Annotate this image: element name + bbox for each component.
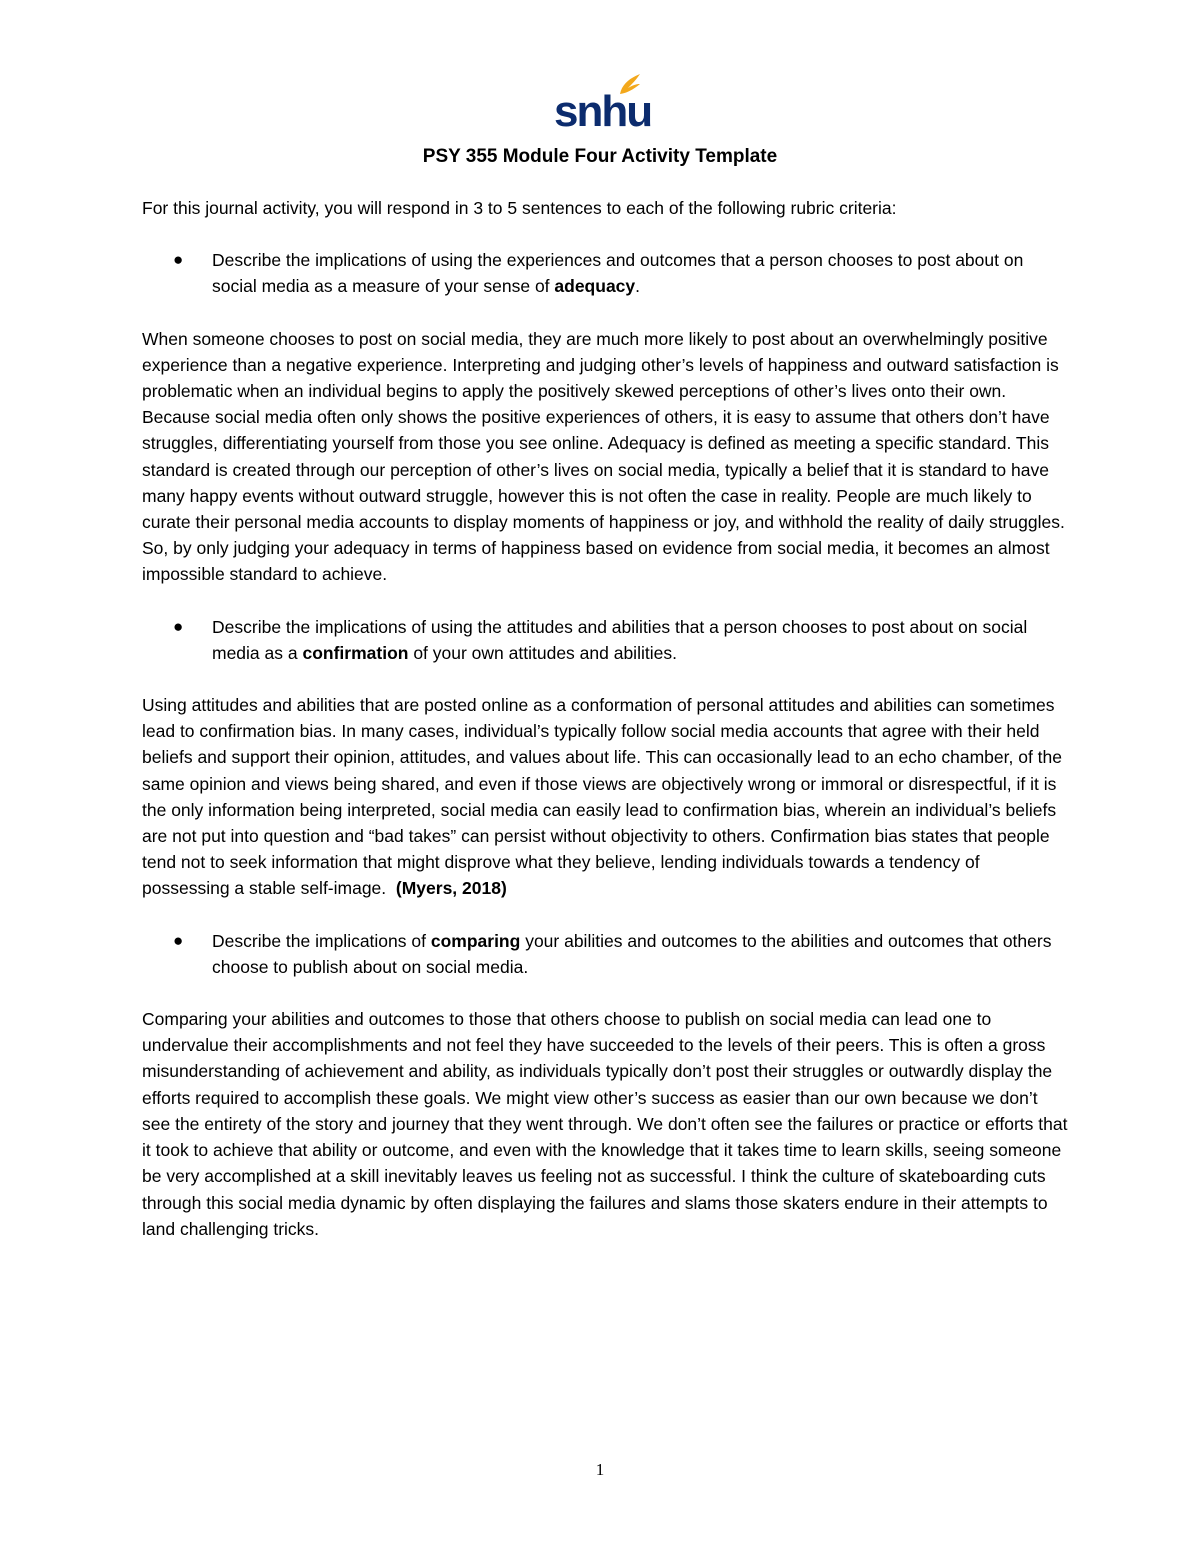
answer-text: Using attitudes and abilities that are posted online as a conformation of personal attitudes and abilities can sometimes lead to confirmation bias. In many cases, individual’s typically follow social media accounts that agree with their held beliefs and support their opinion, attitudes, and values about life. This can occasionally lead to an echo chamber, of the same opinion and views being shared, and even if those views are objectively wrong or immoral or disrespectful, if it is the only information being interpreted, social media can easily lead to confirmation bias, wherein an individual’s beliefs are not put into question and “bad takes” can persist without objectivity to others. Confirmation bias states that people tend not to seek information that might disprove what they believe, lending individuals towards a tendency of possessing a stable self-image. — [142, 695, 1062, 899]
rubric-bullet-2 — [142, 614, 1068, 666]
bullet-dot: ● — [173, 616, 184, 636]
bullet-text-end: . — [635, 276, 641, 297]
bullet-bold: confirmation — [302, 642, 409, 663]
page-number: 1 — [595, 1460, 605, 1479]
bullet-dot: ● — [173, 250, 184, 270]
answer-paragraph-2 — [142, 692, 1068, 902]
bullet-text-end: of your own attitudes and abilities. — [408, 642, 677, 663]
logo-text: snhu — [554, 87, 652, 136]
snhu-logo — [554, 72, 652, 136]
answer-paragraph-1: When someone chooses to post on social media, they are much more likely to post about an overwhelmingly positive experience than a negative experience. Interpreting and judging other’s levels of happiness and outward satisfaction is problematic when an individual begins to apply the positively skewed perceptions of other’s lives onto their own. Because social media often only shows the positive experiences of others, it is easy to assume that others don’t have struggles, differentiating yourself from those you see online. Adequacy is defined as meeting a specific standard. This standard is created through our perception of other’s lives on social media, typically a belief that it is standard to have many happy events without outward struggle, however this is not often the case in reality. People are much likely to curate their personal media accounts to display moments of happiness or joy, and withhold the reality of daily struggles. So, by only judging your adequacy in terms of happiness based on evidence from social media, it becomes an almost impossible standard to achieve. — [142, 328, 1065, 585]
bullet-dot: ● — [173, 930, 184, 950]
citation: (Myers, 2018) — [395, 878, 507, 899]
rubric-bullet-3 — [142, 928, 1068, 980]
bullet-text: Describe the implications of using the experiences and outcomes that a person chooses to post about on social media as a measure of your sense of — [212, 250, 1024, 297]
bullet-bold: adequacy — [554, 276, 636, 297]
intro-paragraph: For this journal activity, you will respond in 3 to 5 sentences to each of the following rubric criteria: — [142, 198, 897, 218]
answer-paragraph-3: Comparing your abilities and outcomes to those that others choose to publish on social media can lead one to undervalue their accomplishments and not feel they have succeeded to the levels of their peers. This is often a gross misunderstanding of achievement and ability, as individuals typically don’t post their struggles or outwardly display the efforts required to accomplish these goals. We might view other’s success as easier than our own because we don’t see the entirety of the story and journey that they went through. We don’t often see the failures or practice or efforts that it took to achieve that ability or outcome, and even with the knowledge that it takes time to learn skills, seeing someone be very accomplished at a skill inevitably leaves us feeling not as successful. I think the culture of skateboarding cuts through this social media dynamic by often displaying the failures and slams those skaters endure in their attempts to land challenging tricks. — [142, 1009, 1068, 1239]
page-title: PSY 355 Module Four Activity Template — [422, 146, 778, 167]
bullet-text: Describe the implications of — [212, 930, 431, 951]
bullet-text-end: your abilities and outcomes to the abilities and outcomes that others choose to publish about on social media. — [212, 930, 1052, 977]
rubric-bullet-1 — [142, 247, 1068, 299]
bullet-text: Describe the implications of using the attitudes and abilities that a person chooses to post about on social media as a — [212, 616, 1028, 663]
document-body — [142, 195, 1068, 1268]
bullet-bold: comparing — [430, 930, 521, 951]
